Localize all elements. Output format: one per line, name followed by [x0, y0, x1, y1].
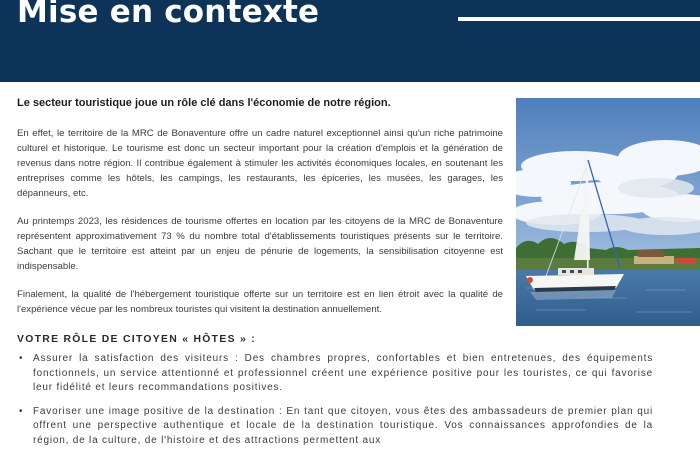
- paragraph-residences: Au printemps 2023, les résidences de tourisme offertes en location par les citoyens de la MRC de Bonaventure représentent approximativement 73 % du nombre total d'établissements touristiques présents sur le territoire. Sachant que le territoire est atteint par un enjeu de pénurie de logements, la sensibilisation citoyenne est indispensable.: [17, 216, 503, 272]
- list-item-text: Favoriser une image positive de la destination : En tant que citoyen, vous êtes des ambassadeurs de premier plan qui offrent une perspective authentique et locale de la destination touristique. Vos connaissances approfondies de la région, de la culture, de l'histoire et des attractions permettent aux: [33, 405, 653, 446]
- roles-heading: VOTRE RÔLE DE CITOYEN « HÔTES » :: [17, 334, 257, 345]
- list-item: [17, 352, 653, 396]
- bullet-icon: •: [19, 405, 24, 417]
- lead-statement: Le secteur touristique joue un rôle clé dans l'économie de notre région.: [17, 97, 391, 109]
- page-title: Mise en contexte: [17, 0, 320, 30]
- sailboat-illustration: [516, 98, 700, 326]
- roles-list: [17, 352, 653, 457]
- list-item: [17, 405, 653, 449]
- list-item-text: Assurer la satisfaction des visiteurs : Des chambres propres, confortables et bien entretenues, des équipements fonctionnels, un service attentionné et professionnel créent une expérience positive pour les touristes, ce qui favorise leur fidélité et leurs recommandations positives.: [33, 353, 653, 393]
- sailboat-photo: [516, 98, 700, 326]
- paragraph-quality: Finalement, la qualité de l'hébergement touristique offerte sur un territoire est en lien étroit avec la qualité de l'expérience vécue par les nombreux touristes qui visitent la destination annuellement.: [17, 289, 503, 315]
- bullet-icon: •: [19, 353, 24, 364]
- paragraph-territory: En effet, le territoire de la MRC de Bonaventure offre un cadre naturel exceptionnel ainsi qu'un riche patrimoine culturel et historique. Le tourisme est donc un secteur important pour la création d'emplois et la génération de revenus dans notre région. Il contribue également à stimuler les activités économiques locales, en soutenant les entreprises comme les hôtels, les campings, les restaurants, les épiceries, les musées, les garages, les dépanneurs, etc.: [17, 128, 503, 199]
- title-divider: [458, 17, 700, 21]
- header-banner: [0, 0, 700, 82]
